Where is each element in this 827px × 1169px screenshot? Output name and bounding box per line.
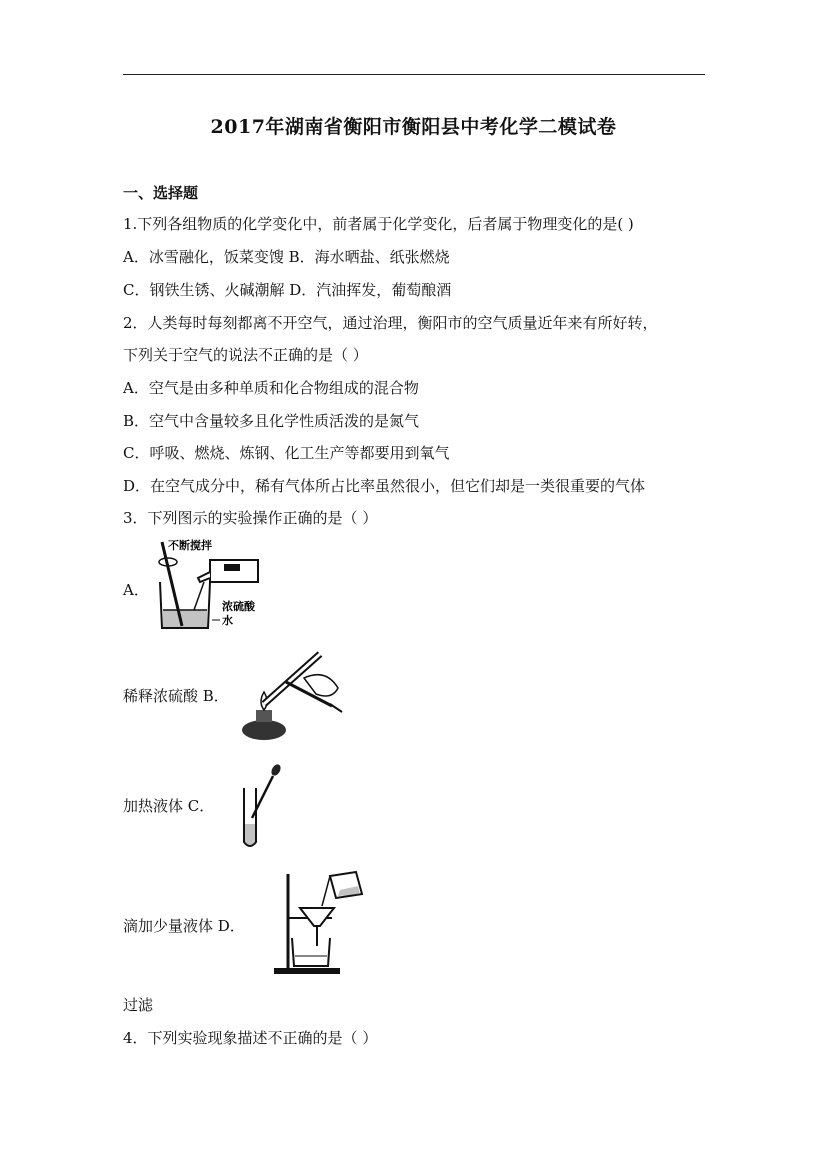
section-heading: 一、选择题 [123, 184, 199, 202]
question-4-stem: 4．下列实验现象描述不正确的是（ ） [123, 1029, 378, 1047]
figure-a-water-label: 水 [222, 614, 233, 627]
question-3-label-b: 稀释浓硫酸 B． [123, 687, 229, 705]
question-3-label-c: 加热液体 C． [123, 797, 215, 815]
question-3-label-a: A． [123, 581, 149, 599]
question-1-options-cd: C．钢铁生锈、火碱潮解 D．汽油挥发，葡萄酿酒 [123, 281, 452, 299]
question-2-option-a: A．空气是由多种单质和化合物组成的混合物 [123, 379, 419, 397]
page-title: 2017年湖南省衡阳市衡阳县中考化学二模试卷 [210, 116, 617, 138]
figure-a-stir-label: 不断搅拌 [168, 539, 212, 552]
figure-filtration [270, 868, 366, 976]
figure-dilute-acid [150, 538, 280, 634]
question-2-stem-line1: 2．人类每时每刻都离不开空气，通过治理，衡阳市的空气质量近年来有所好转， [123, 314, 658, 332]
question-1-options-ab: A．冰雪融化，饭菜变馊 B．海水晒盐、纸张燃烧 [123, 248, 450, 266]
question-1-stem: 1.下列各组物质的化学变化中，前者属于化学变化，后者属于物理变化的是( ) [123, 215, 634, 233]
header-rule [123, 74, 705, 75]
question-3-stem: 3．下列图示的实验操作正确的是（ ） [123, 509, 378, 527]
question-2-option-d: D．在空气成分中，稀有气体所占比率虽然很小，但它们却是一类很重要的气体 [123, 477, 646, 495]
figure-heat-liquid [234, 648, 354, 744]
figure-a-acid-label: 浓硫酸 [222, 600, 255, 613]
question-2-stem-line2: 下列关于空气的说法不正确的是（ ） [123, 346, 368, 364]
question-3-label-d: 滴加少量液体 D． [123, 917, 245, 935]
question-2-option-b: B．空气中含量较多且化学性质活泼的是氮气 [123, 412, 420, 430]
question-2-option-c: C．呼吸、燃烧、炼钢、化工生产等都要用到氧气 [123, 444, 450, 462]
figure-add-liquid [236, 762, 286, 852]
question-3-trailing-text: 过滤 [123, 996, 154, 1014]
